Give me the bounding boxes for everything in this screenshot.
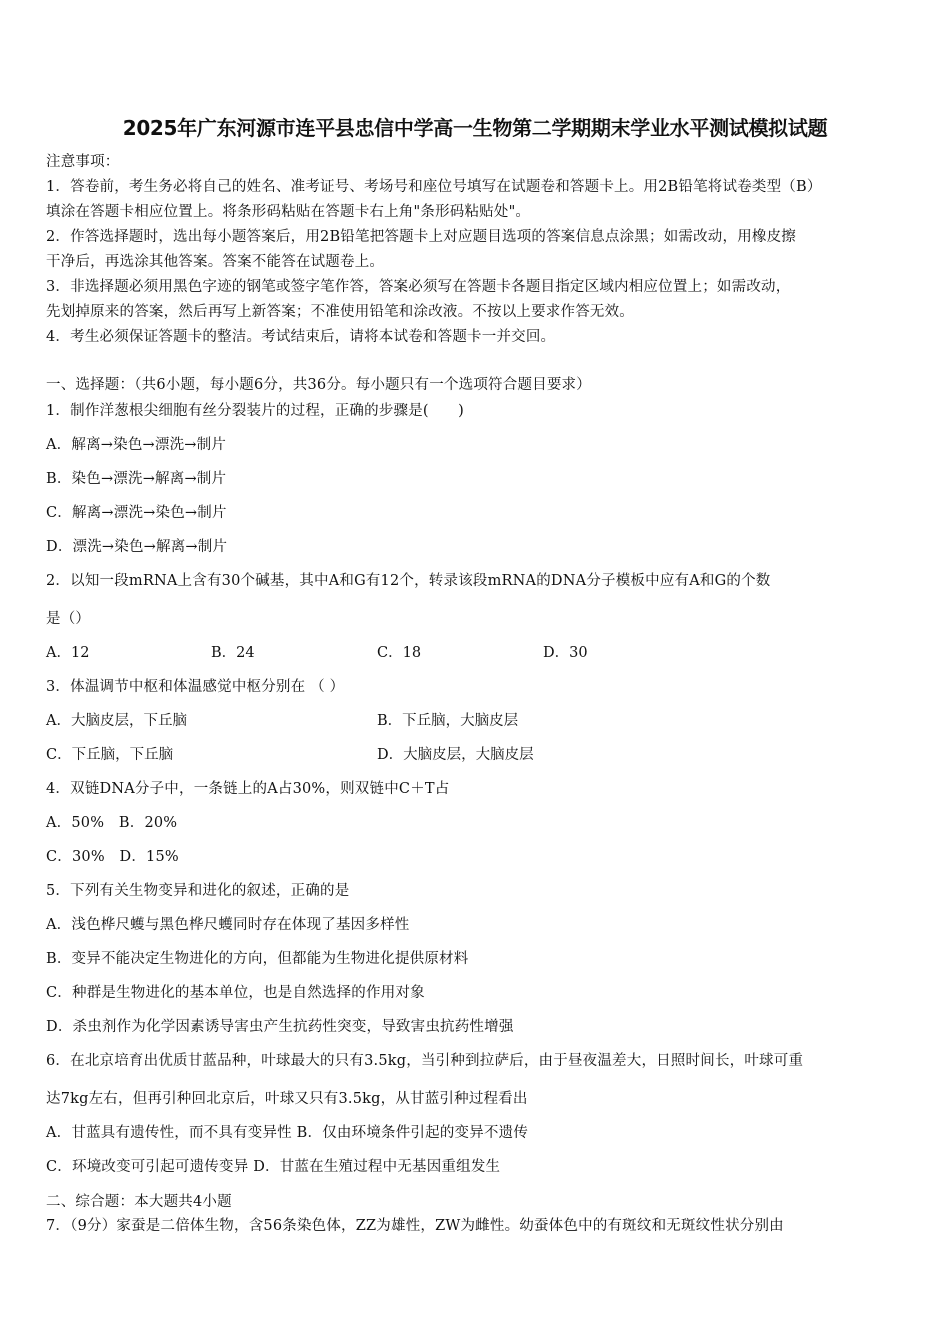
q2-stem-line-1: 2．以知一段mRNA上含有30个碱基，其中A和G有12个，转录该段mRNA的DNA分子模板中应有A和G的个数 bbox=[46, 573, 771, 589]
section-1-heading: 一、选择题：（共6小题，每小题6分，共36分。每小题只有一个选项符合题目要求） bbox=[46, 377, 591, 393]
q5-option-b: B．变异不能决定生物进化的方向，但都能为生物进化提供原材料 bbox=[46, 951, 469, 967]
q3-stem: 3．体温调节中枢和体温感觉中枢分别在 （ ） bbox=[46, 679, 345, 695]
q5-stem: 5．下列有关生物变异和进化的叙述，正确的是 bbox=[46, 883, 350, 899]
notice-item-1a: 1．答卷前，考生务必将自己的姓名、准考证号、考场号和座位号填写在试题卷和答题卡上。用2B铅笔将试卷类型（B） bbox=[46, 179, 822, 195]
q6-stem-line-1: 6．在北京培育出优质甘蓝品种，叶球最大的只有3.5kg，当引种到拉萨后，由于昼夜温差大，日照时间长，叶球可重 bbox=[46, 1053, 804, 1069]
q4-options-ab: A．50% B．20% bbox=[46, 815, 178, 831]
q3-options-row-1 bbox=[46, 711, 908, 731]
q6-options-cd: C．环境改变可引起可遗传变异 D．甘蓝在生殖过程中无基因重组发生 bbox=[46, 1159, 501, 1175]
q1-option-b: B．染色→漂洗→解离→制片 bbox=[46, 471, 227, 487]
q6-stem-line-2: 达7kg左右，但再引种回北京后，叶球又只有3.5kg，从甘蓝引种过程看出 bbox=[46, 1091, 528, 1107]
notice-item-1b: 填涂在答题卡相应位置上。将条形码粘贴在答题卡右上角"条形码粘贴处"。 bbox=[46, 204, 531, 220]
page-title: 2025年广东河源市连平县忠信中学高一生物第二学期期末学业水平测试模拟试题 bbox=[122, 116, 828, 140]
q6-options-ab: A．甘蓝具有遗传性，而不具有变异性 B．仅由环境条件引起的变异不遗传 bbox=[46, 1125, 529, 1141]
q1-option-a: A．解离→染色→漂洗→制片 bbox=[46, 437, 227, 453]
q3-option-d: D．大脑皮层，大脑皮层 bbox=[377, 747, 534, 763]
q2-options bbox=[46, 643, 908, 663]
notice-item-4: 4．考生必须保证答题卡的整洁。考试结束后，请将本试卷和答题卡一并交回。 bbox=[46, 329, 556, 345]
q2-option-d: D．30 bbox=[543, 645, 588, 661]
notice-item-3a: 3．非选择题必须用黑色字迹的钢笔或签字笔作答，答案必须写在答题卡各题目指定区域内相应位置上；如需改动， bbox=[46, 279, 791, 295]
q1-option-c: C．解离→漂洗→染色→制片 bbox=[46, 505, 227, 521]
q4-options-cd: C．30% D．15% bbox=[46, 849, 179, 865]
q2-option-c: C．18 bbox=[377, 645, 422, 661]
q4-stem: 4．双链DNA分子中，一条链上的A占30%，则双链中C＋T占 bbox=[46, 781, 450, 797]
q5-option-d: D．杀虫剂作为化学因素诱导害虫产生抗药性突变，导致害虫抗药性增强 bbox=[46, 1019, 514, 1035]
q7-stem: 7．（9分）家蚕是二倍体生物，含56条染色体，ZZ为雄性，ZW为雌性。幼蚕体色中的有斑纹和无斑纹性状分别由 bbox=[46, 1218, 784, 1234]
q5-option-c: C．种群是生物进化的基本单位，也是自然选择的作用对象 bbox=[46, 985, 425, 1001]
q3-option-a: A．大脑皮层，下丘脑 bbox=[46, 713, 187, 729]
notice-item-3b: 先划掉原来的答案，然后再写上新答案；不准使用铅笔和涂改液。不按以上要求作答无效。 bbox=[46, 304, 634, 320]
notice-heading: 注意事项： bbox=[46, 154, 120, 170]
notice-item-2b: 干净后，再选涂其他答案。答案不能答在试题卷上。 bbox=[46, 254, 385, 270]
q1-option-d: D．漂洗→染色→解离→制片 bbox=[46, 539, 228, 555]
notice-item-2a: 2．作答选择题时，选出每小题答案后，用2B铅笔把答题卡上对应题目选项的答案信息点涂黑；如需改动，用橡皮擦 bbox=[46, 229, 797, 245]
q2-option-a: A．12 bbox=[46, 645, 90, 661]
q3-option-c: C．下丘脑，下丘脑 bbox=[46, 747, 174, 763]
q2-option-b: B．24 bbox=[211, 645, 255, 661]
q3-options-row-2 bbox=[46, 745, 908, 765]
q5-option-a: A．浅色桦尺蠖与黑色桦尺蠖同时存在体现了基因多样性 bbox=[46, 917, 410, 933]
section-2-heading: 二、综合题：本大题共4小题 bbox=[46, 1194, 232, 1210]
q2-stem-line-2: 是（） bbox=[46, 611, 91, 627]
q3-option-b: B．下丘脑，大脑皮层 bbox=[377, 713, 519, 729]
q1-stem: 1．制作洋葱根尖细胞有丝分裂装片的过程，正确的步骤是( ) bbox=[46, 403, 465, 419]
